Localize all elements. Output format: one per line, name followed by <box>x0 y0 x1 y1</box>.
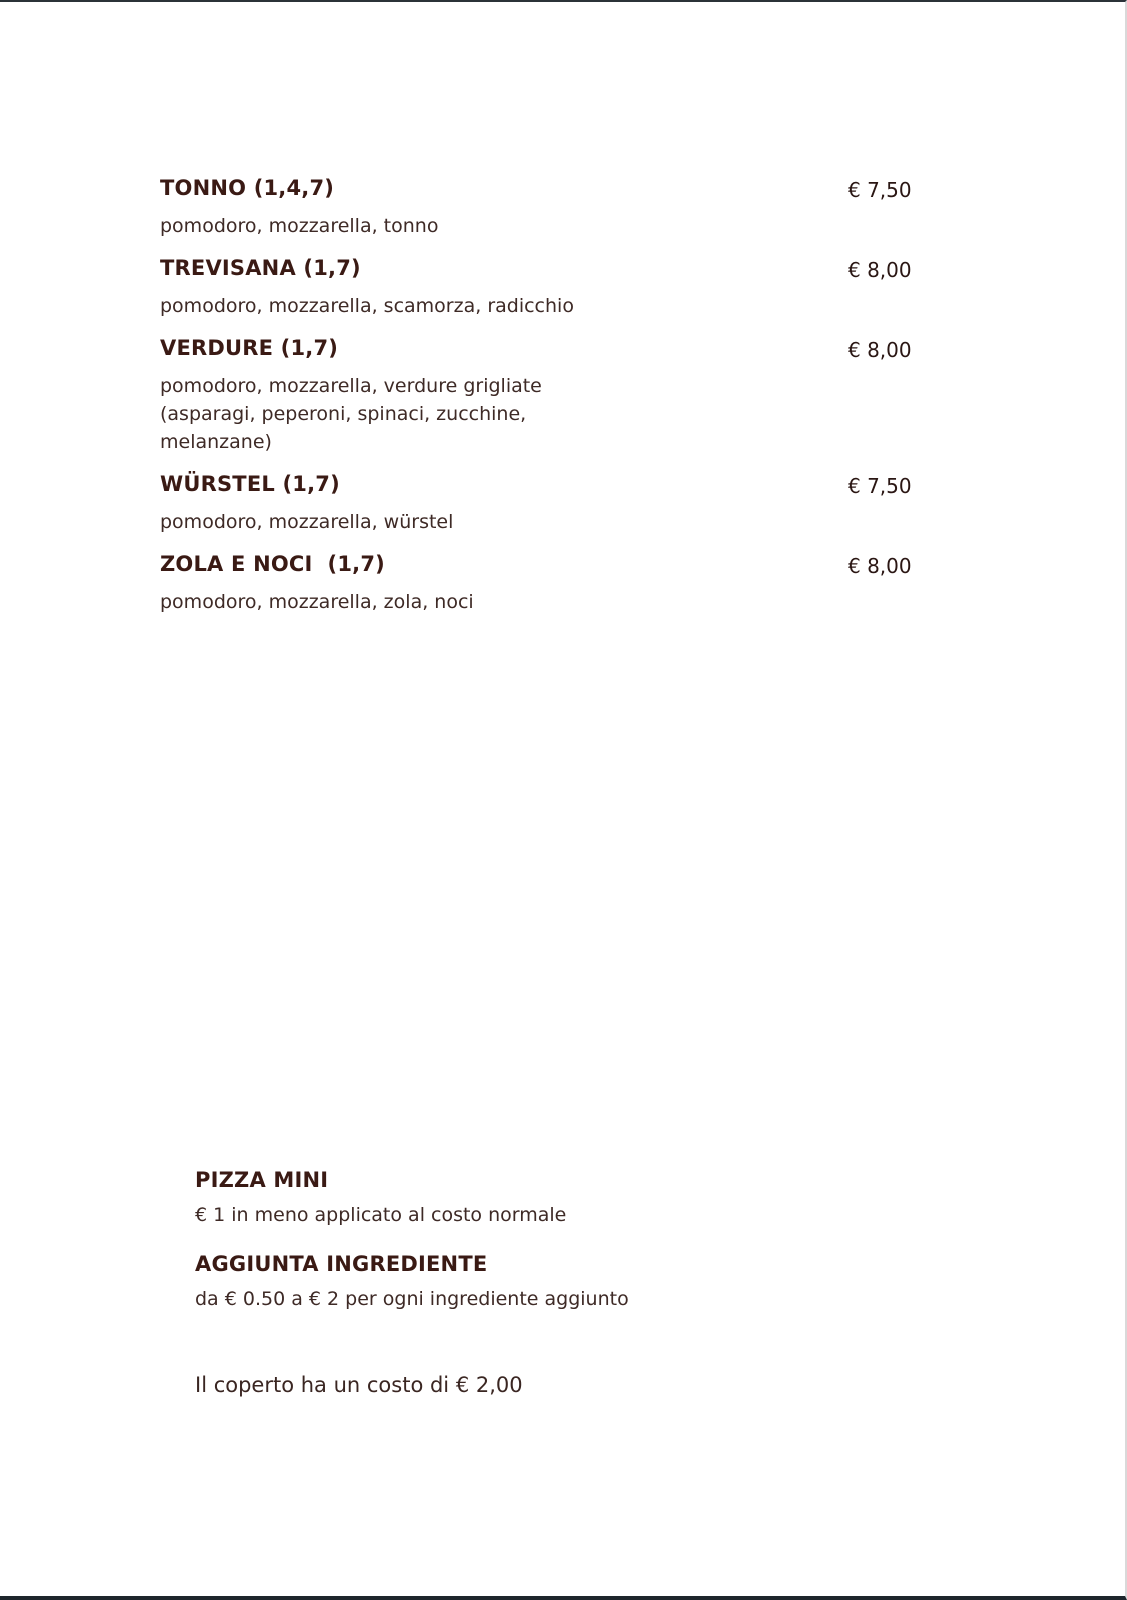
extra-aggiunta-ingrediente <box>195 1252 895 1316</box>
item-description: pomodoro, mozzarella, scamorza, radicchio <box>160 295 574 317</box>
item-price: € 7,50 <box>848 178 912 202</box>
item-name: TREVISANA (1,7) <box>160 256 361 280</box>
item-price: € 8,00 <box>848 258 912 282</box>
item-price: € 8,00 <box>848 338 912 362</box>
item-price: € 7,50 <box>848 474 912 498</box>
item-description: pomodoro, mozzarella, zola, noci <box>160 591 474 613</box>
item-name: TONNO (1,4,7) <box>160 176 335 200</box>
item-name: WÜRSTEL (1,7) <box>160 472 340 496</box>
menu-item-zola-e-noci <box>160 552 920 616</box>
item-name: VERDURE (1,7) <box>160 336 339 360</box>
menu-item-verdure <box>160 336 920 456</box>
item-price: € 8,00 <box>848 554 912 578</box>
item-description: pomodoro, mozzarella, würstel <box>160 511 454 533</box>
menu-item-tonno <box>160 176 920 240</box>
extra-description: da € 0.50 a € 2 per ogni ingrediente aggiunto <box>195 1288 629 1310</box>
extra-title: PIZZA MINI <box>195 1168 329 1192</box>
extra-description: € 1 in meno applicato al costo normale <box>195 1204 567 1226</box>
item-description: pomodoro, mozzarella, verdure grigliate (asparagi, peperoni, spinaci, zucchine, melanzane) <box>160 375 542 453</box>
cover-charge-note: Il coperto ha un costo di € 2,00 <box>195 1373 523 1397</box>
extra-title: AGGIUNTA INGREDIENTE <box>195 1252 488 1276</box>
item-description: pomodoro, mozzarella, tonno <box>160 215 439 237</box>
pizza-menu-list <box>160 176 920 632</box>
extra-pizza-mini <box>195 1168 895 1232</box>
extras-section <box>195 1168 895 1316</box>
menu-item-wurstel <box>160 472 920 536</box>
menu-item-trevisana <box>160 256 920 320</box>
item-name: ZOLA E NOCI (1,7) <box>160 552 385 576</box>
